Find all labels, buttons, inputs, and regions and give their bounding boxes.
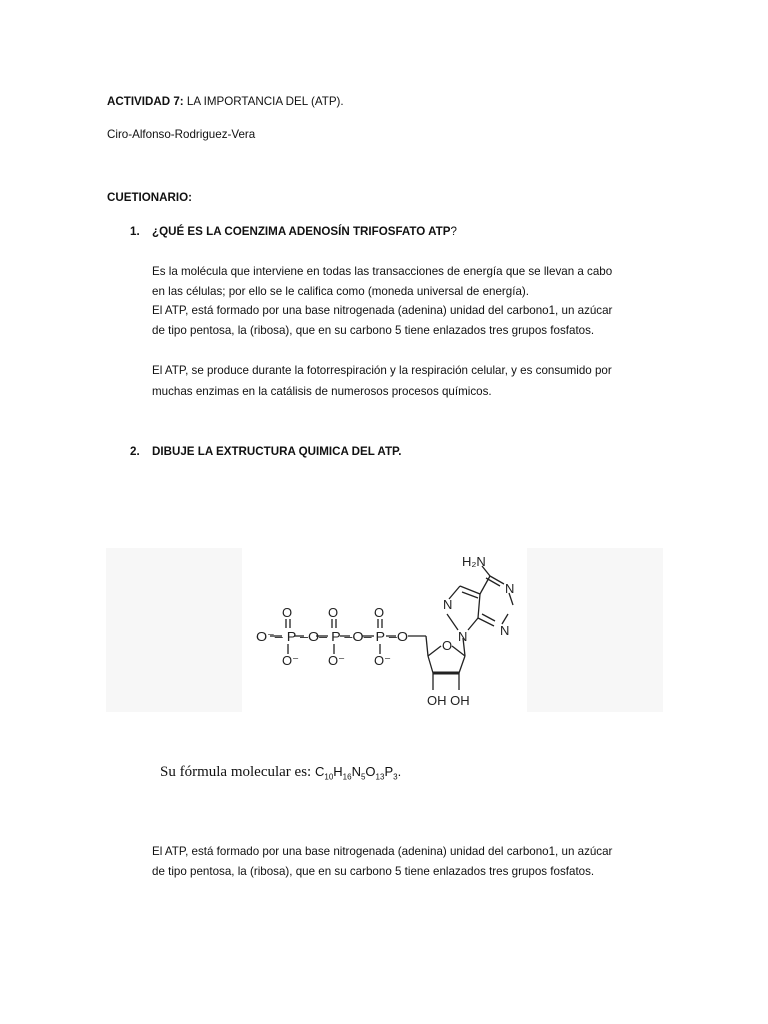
closing-line: de tipo pentosa, la (ribosa), que en su carbono 5 tiene enlazados tres grupos fosfatos.	[152, 865, 595, 878]
closing-line: El ATP, está formado por una base nitrogenada (adenina) unidad del carbono1, un azúcar	[152, 845, 613, 858]
q2-number: 2.	[130, 445, 140, 458]
phosphate-chain: O⁻– P –O– P –O– P –O	[256, 629, 408, 644]
q1-answer-line: muchas enzimas en la catálisis de numerosos procesos químicos.	[152, 385, 492, 398]
figure-margin-right	[527, 548, 663, 712]
activity-title: LA IMPORTANCIA DEL (ATP).	[183, 95, 344, 108]
formula-label: Su fórmula molecular es:	[160, 764, 315, 780]
phosphate-oxygen-bottom-2: O⁻	[328, 653, 345, 668]
activity-label: ACTIVIDAD 7:	[107, 95, 184, 108]
phosphate-oxygen-bottom-1: O⁻	[282, 653, 299, 668]
activity-heading	[107, 92, 344, 112]
phosphate-oxygen-top-2: O	[328, 605, 339, 620]
q1-question-text: ¿QUÉ ES LA COENZIMA ADENOSÍN TRIFOSFATO ATP	[152, 225, 451, 238]
phosphate-oxygen-bottom-3: O⁻	[374, 653, 391, 668]
phosphate-oxygen-top-3: O	[374, 605, 385, 620]
molecular-formula-line	[160, 764, 401, 782]
nitrogen-left: N	[443, 597, 453, 612]
atp-structure-diagram	[242, 548, 527, 712]
q1-answer-line: Es la molécula que interviene en todas las transacciones de energía que se llevan a cabo	[152, 265, 613, 278]
section-heading: CUETIONARIO:	[107, 191, 193, 204]
q1-answer-line: El ATP, está formado por una base nitrogenada (adenina) unidad del carbono1, un azúcar	[152, 304, 613, 317]
q1-answer-line: en las células; por ello se le califica como (moneda universal de energía).	[152, 285, 529, 298]
q1-number: 1.	[130, 225, 140, 238]
formula-value: $C_{10}H_{16}N_5O_{13}P_3$.	[314, 764, 402, 782]
hydroxyl-groups: OH OH	[427, 693, 470, 708]
q1-answer-line: El ATP, se produce durante la fotorrespiración y la respiración celular, y es consumido por	[152, 364, 612, 377]
nitrogen-top: N	[505, 581, 515, 596]
q1-question	[152, 222, 457, 242]
q2-question: DIBUJE LA EXTRUCTURA QUIMICA DEL ATP.	[152, 445, 402, 458]
author-name: Ciro-Alfonso-Rodriguez-Vera	[107, 128, 256, 141]
nitrogen-right: N	[500, 623, 510, 638]
q1-answer-line: de tipo pentosa, la (ribosa), que en su carbono 5 tiene enlazados tres grupos fosfatos.	[152, 324, 595, 337]
nitrogen-glycosidic: N	[458, 629, 468, 644]
ring-oxygen: O	[442, 638, 453, 653]
q1-question-mark: ?	[450, 225, 457, 238]
figure-margin-left	[106, 548, 242, 712]
amino-group: H₂N	[462, 554, 486, 569]
phosphate-oxygen-top-1: O	[282, 605, 293, 620]
